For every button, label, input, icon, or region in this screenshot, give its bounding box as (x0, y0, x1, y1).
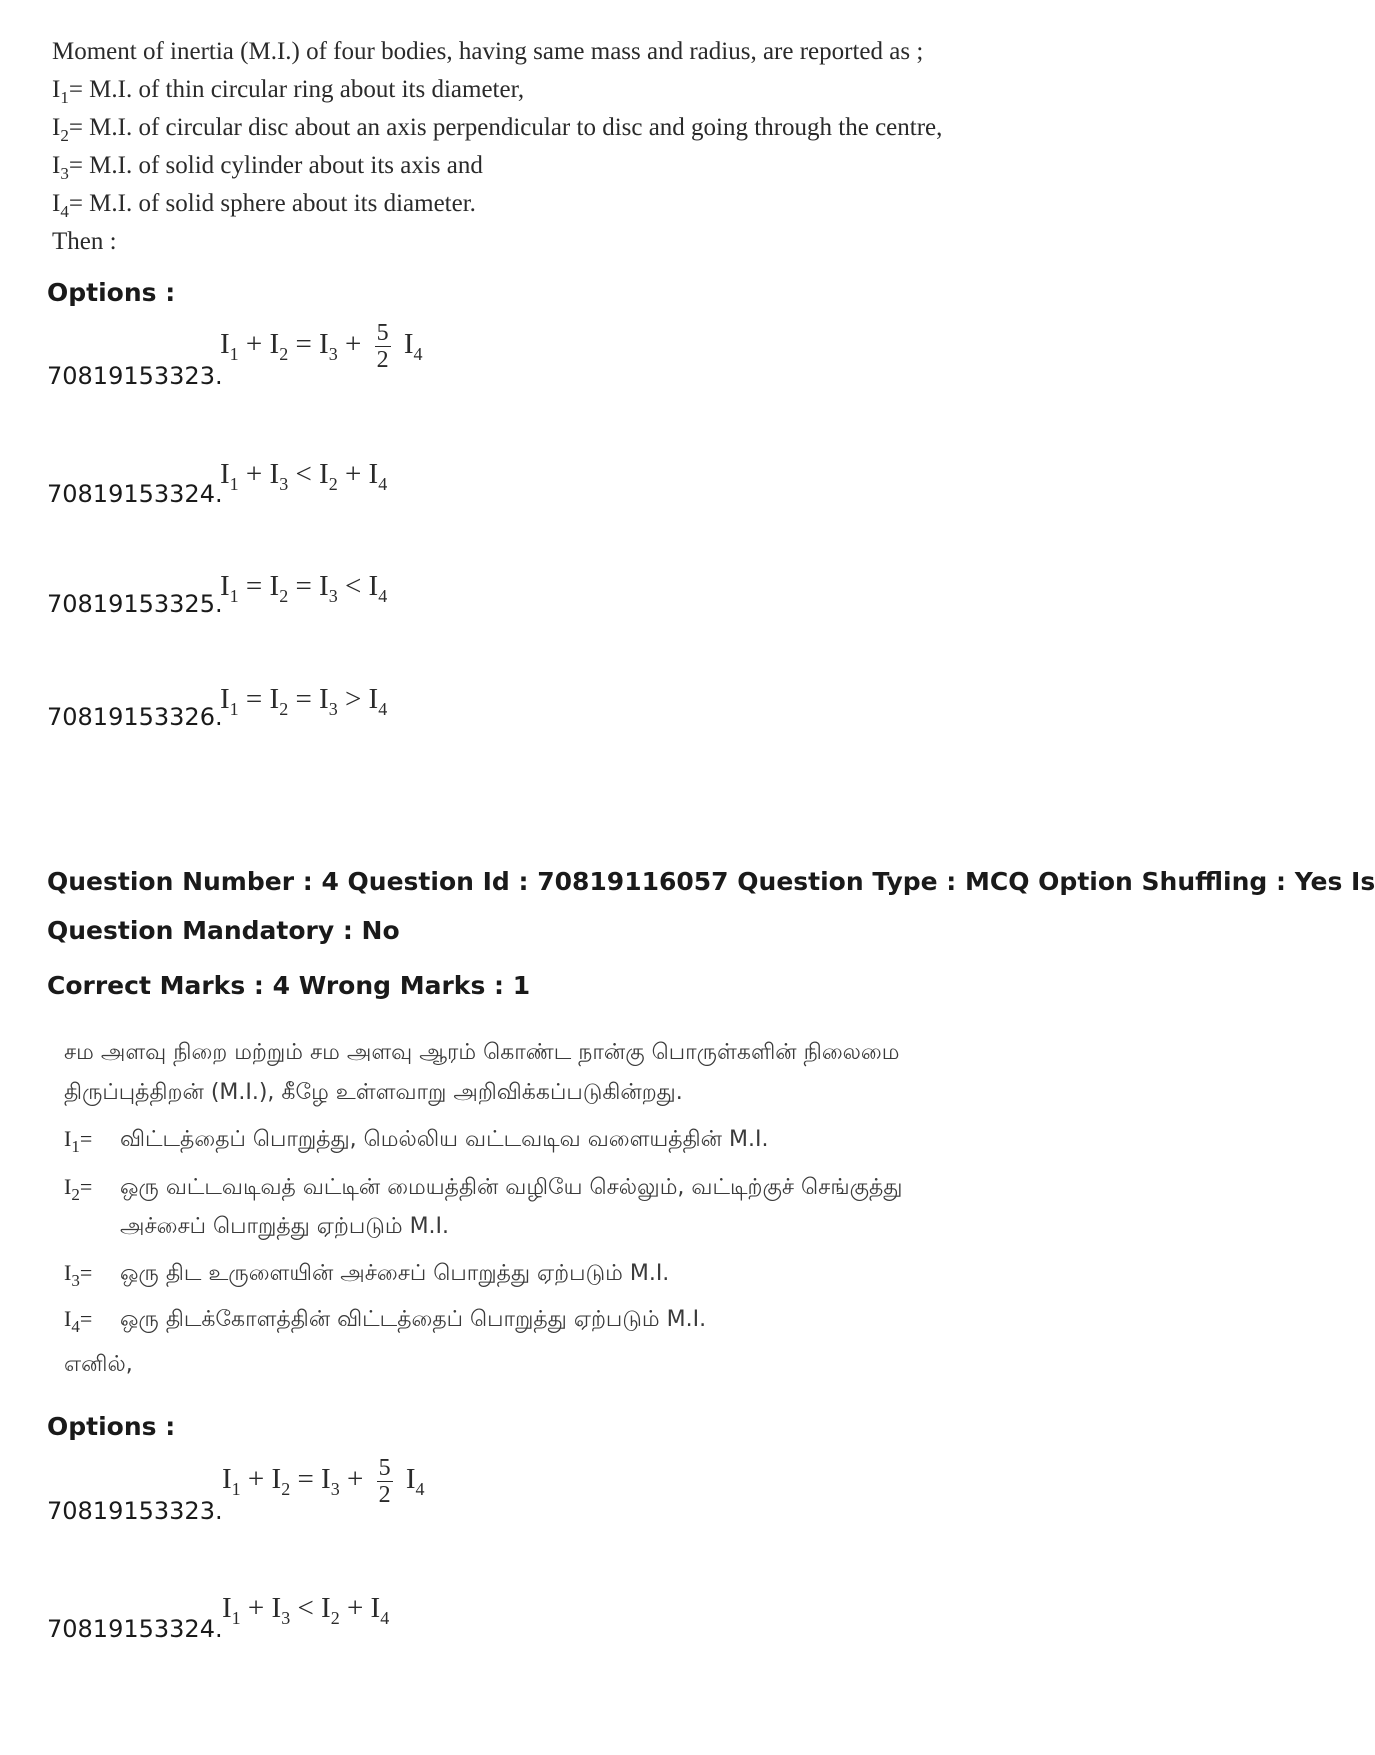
q4-tamil-then: எனில், (64, 1352, 133, 1377)
q4-marks: Correct Marks : 4 Wrong Marks : 1 (47, 971, 531, 1000)
q4-option-1-id: 70819153323. (47, 1497, 223, 1525)
q3-options-label: Options : (47, 278, 176, 307)
q4-tamil-i3: $I_3=$ ஒரு திட உருளையின் அச்சைப் பொறுத்து ஏற்படும் M.I. (64, 1260, 670, 1290)
q4-option-1-formula: $I_1 + I_2 = I_3$ + $\frac{5}{2}$ $I_4$ (222, 1455, 425, 1508)
q3-item-i1: $I_1= M.I$. of thin circular ring about its diameter, (52, 76, 525, 107)
q4-options-label: Options : (47, 1412, 176, 1441)
q3-option-4-id: 70819153326. (47, 703, 223, 731)
q3-option-2-formula: $I_1 + I_3 < I_2 + I_4$ (220, 458, 388, 494)
q3-item-i2: $I_2= M.I$. of circular disc about an axis perpendicular to disc and going through the centre, (52, 114, 943, 145)
q4-header-line1: Question Number : 4 Question Id : 70819116057 Question Type : MCQ Option Shuffling : Yes Is (47, 867, 1375, 896)
q3-option-1-formula: $I_1 + I_2 = I_3$ + $\frac{5}{2}$ $I_4$ (220, 320, 423, 373)
q3-option-3-id: 70819153325. (47, 590, 223, 618)
q4-header-line2: Question Mandatory : No (47, 916, 400, 945)
q4-tamil-i2a: $I_2=$ ஒரு வட்டவடிவத் வட்டின் மையத்தின் வழியே செல்லும், வட்டிற்குச் செங்குத்து (64, 1174, 903, 1204)
q3-item-i4: $I_4= M.I$. of solid sphere about its diameter. (52, 190, 476, 221)
q3-then: Then : (52, 228, 117, 255)
q3-item-i3: $I_3= M.I$. of solid cylinder about its axis and (52, 152, 483, 183)
q4-tamil-i2b: அச்சைப் பொறுத்து ஏற்படும் M.I. (120, 1214, 450, 1239)
q3-option-3-formula: $I_1 = I_2 = I_3 < I_4$ (220, 570, 388, 606)
q3-intro: Moment of inertia (M.I.) of four bodies, having same mass and radius, are reported as ; (52, 38, 924, 65)
q4-option-2-id: 70819153324. (47, 1615, 223, 1643)
q3-option-4-formula: $I_1 = I_2 = I_3 > I_4$ (220, 683, 388, 719)
q3-option-2-id: 70819153324. (47, 480, 223, 508)
q4-tamil-i1: $I_1=$ விட்டத்தைப் பொறுத்து, மெல்லிய வட்டவடிவ வளையத்தின் M.I. (64, 1126, 769, 1156)
q4-tamil-line2: திருப்புத்திறன் (M.I.), கீழே உள்ளவாறு அறிவிக்கப்படுகின்றது. (64, 1080, 683, 1105)
q4-tamil-line1: சம அளவு நிறை மற்றும் சம அளவு ஆரம் கொண்ட நான்கு பொருள்களின் நிலைமை (64, 1040, 900, 1065)
q4-option-2-formula: $I_1 + I_3 < I_2 + I_4$ (222, 1592, 390, 1628)
q3-option-1-id: 70819153323. (47, 362, 223, 390)
q4-tamil-i4: $I_4=$ ஒரு திடக்கோளத்தின் விட்டத்தைப் பொறுத்து ஏற்படும் M.I. (64, 1306, 707, 1336)
